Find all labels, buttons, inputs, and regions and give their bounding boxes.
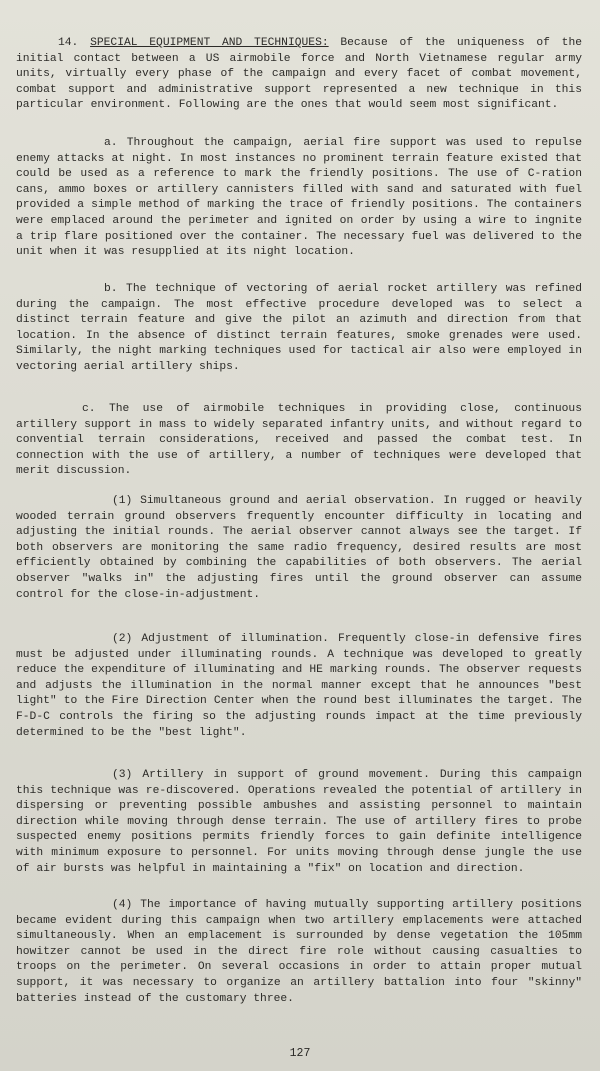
paragraph-number: 14. (58, 37, 79, 49)
paragraph-c1 (16, 494, 582, 603)
paragraph-b (16, 282, 582, 376)
paragraph-text: The technique of vectoring of aerial rocket artillery was refined during the campaign. The most effective procedure developed was to select a distinct terrain feature and give the pilot an azimuth and direction from that location. In the absence of distinct terrain features, smoke grenades were used. Similarly, the night marking techniques used for tactical air also were employed in vectoring aerial artillery ships. (16, 283, 582, 373)
paragraph-text: The use of airmobile techniques in providing close, continuous artillery support in mass to widely separated infantry units, and without regard to convential terrain considerations, received and passed the combat test. In connection with the use of artillery, a number of techniques were developed that merit discussion. (16, 403, 582, 478)
paragraph-c (16, 402, 582, 480)
paragraph-c4 (16, 898, 582, 1007)
subparagraph-number: (1) (112, 495, 133, 507)
section-heading: SPECIAL EQUIPMENT AND TECHNIQUES: (90, 37, 329, 49)
paragraph-c2 (16, 632, 582, 741)
paragraph-text: Adjustment of illumination. Frequently close-in defensive fires must be adjusted under illuminating rounds. A technique was developed to greatly reduce the expenditure of illuminating and HE marking rounds. The observer requests and adjusts the illumination in the normal manner except that he announces "best light" to the Fire Direction Center when the round best illuminates the target. The F-D-C controls the firing so the adjusting rounds impact at the time previously determined to be the "best light". (16, 633, 583, 739)
paragraph-letter: a. (104, 137, 118, 149)
subparagraph-number: (3) (112, 769, 133, 781)
paragraph-letter: c. (82, 403, 96, 415)
paragraph-text: Simultaneous ground and aerial observation. In rugged or heavily wooded terrain ground observers frequently encounter difficulty in locating and adjusting the initial rounds. The aerial observer cannot always see the target. If both observers are monitoring the same radio frequency, desired results are most efficiently obtained by combining the capabilities of both observers. The aerial observer "walks in" the adjusting fires until the ground observer can assume control for the close-in-adjustment. (16, 495, 582, 601)
paragraph-a (16, 136, 582, 261)
paragraph-c3 (16, 768, 582, 877)
paragraph-text: Because of the uniqueness of the initial contact between a US airmobile force and North Vietnamese regular army units, virtually every phase of the campaign and every facet of combat movement, combat support and administrative support represented a new technique in this particular environment. Following are the ones that would seem most significant. (16, 37, 583, 112)
subparagraph-number: (2) (112, 633, 133, 645)
paragraph-text: The importance of having mutually supporting artillery positions became evident during this campaign when two artillery emplacements were attached simultaneously. When an emplacement is surrounded by dense vegetation the 105mm howitzer cannot be used in the direct fire role without causing casualties to troops on the perimeter. On several occasions in order to attain proper mutual support, it was necessary to organize an artillery battalion into four "skinny" batteries instead of the customary three. (16, 899, 582, 1005)
paragraph-14 (16, 36, 582, 114)
paragraph-letter: b. (104, 283, 118, 295)
subparagraph-number: (4) (112, 899, 133, 911)
paragraph-text: Artillery in support of ground movement. During this campaign this technique was re-discovered. Operations revealed the potential of artillery in dispersing or preventing possible ambushes and assisting personnel to maintain direction while moving through dense terrain. The use of artillery fires to probe suspected enemy positions permits friendly forces to gain definite intelligence with minimum exposure to personnel. For units moving through dense jungle the use of air bursts was helpful in maintaining a "fix" on location and direction. (16, 769, 582, 875)
paragraph-text: Throughout the campaign, aerial fire support was used to repulse enemy attacks at night. In most instances no prominent terrain feature existed that could be used as a reference to mark the friendly positions. The use of C-ration cans, ammo boxes or artillery cannisters filled with sand and saturated with fuel provided a simple method of marking the trace of friendly positions. The containers were emplaced around the perimeter and ignited on order by using a wire to ingnite a trip flare positioned over the container. The necessary fuel was delivered to the unit when it was resupplied at its night location. (16, 137, 583, 259)
page-number: 127 (289, 1047, 311, 1060)
